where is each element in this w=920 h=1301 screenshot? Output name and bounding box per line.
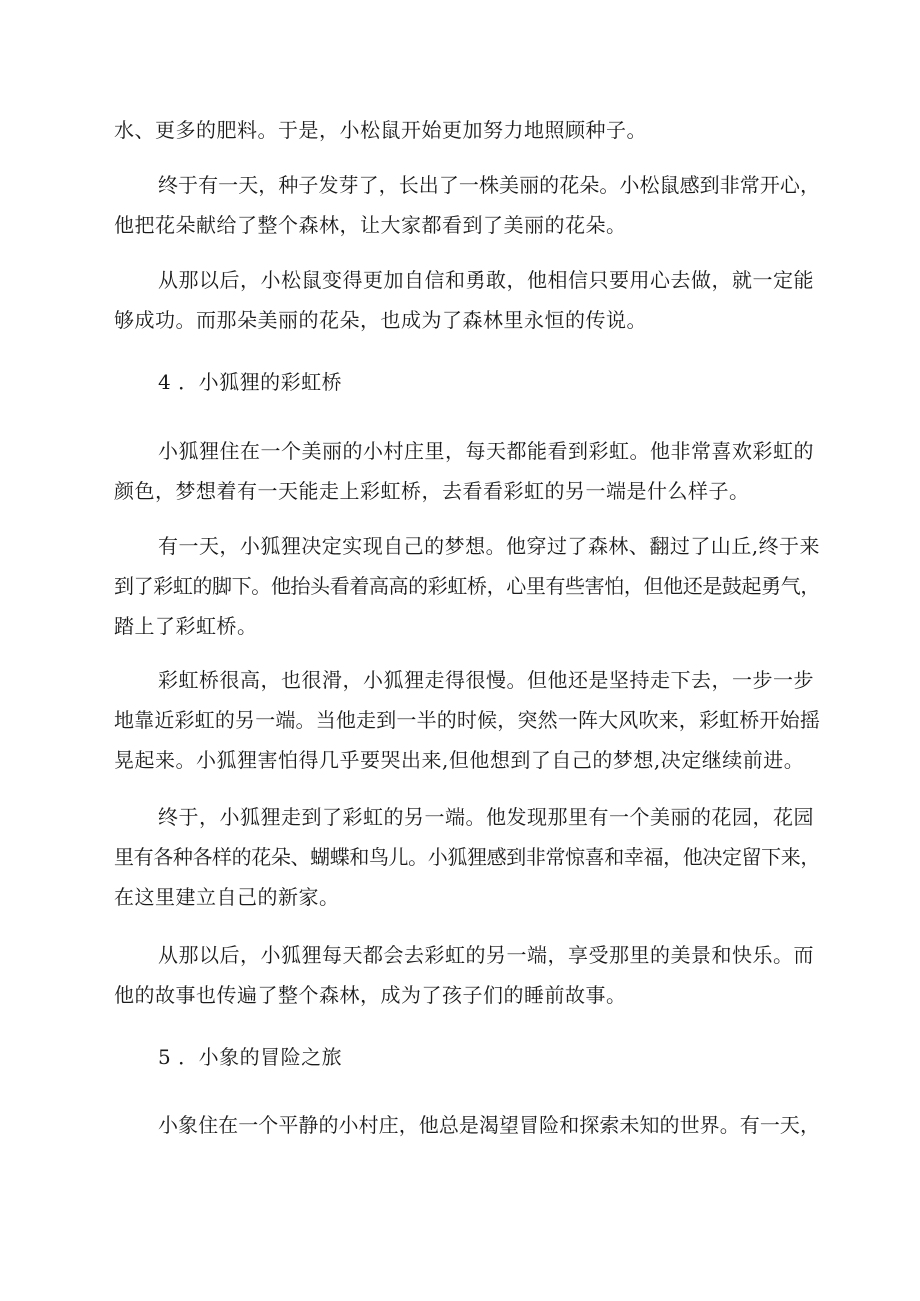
paragraph-fox-crossing xyxy=(114,660,820,780)
section-heading-fox-rainbow-bridge xyxy=(114,362,820,402)
paragraph-fox-village xyxy=(114,431,820,511)
text-line: 终于有一天，种子发芽了，长出了一株美丽的花朵。小松鼠感到非常开心， xyxy=(158,173,820,197)
text-line: 终于，小狐狸走到了彩虹的另一端。他发现那里有一个美丽的花园，花园 xyxy=(158,805,814,829)
text-line: 小象住在一个平静的小村庄，他总是渴望冒险和探索未知的世界。有一天， xyxy=(158,1113,820,1137)
text-line: 从那以后，小狐狸每天都会去彩虹的另一端，享受那里的美景和快乐。而 xyxy=(158,943,814,967)
text-line: 踏上了彩虹桥。 xyxy=(114,614,258,638)
section-heading-elephant-adventure xyxy=(114,1037,820,1077)
section-heading: 4 ．小狐狸的彩虹桥 xyxy=(158,370,343,394)
text-line: 彩虹桥很高，也很滑，小狐狸走得很慢。但他还是坚持走下去，一步一步 xyxy=(158,668,814,692)
text-line: 里有各种各样的花朵、蝴蝶和鸟儿。小狐狸感到非常惊喜和幸福，他决定留下来， xyxy=(114,845,820,869)
text-line: 到了彩虹的脚下。他抬头看着高高的彩虹桥，心里有些害怕，但他还是鼓起勇气， xyxy=(114,574,820,598)
paragraph-elephant-village xyxy=(114,1105,820,1145)
text-line: 颜色，梦想着有一天能走上彩虹桥，去看看彩虹的另一端是什么样子。 xyxy=(114,479,750,503)
section-heading: 5 ．小象的冒险之旅 xyxy=(158,1045,343,1069)
text-line: 从那以后，小松鼠变得更加自信和勇敢，他相信只要用心去做，就一定能 xyxy=(158,268,814,292)
paragraph-fox-journey xyxy=(114,526,820,646)
text-line: 他把花朵献给了整个森林，让大家都看到了美丽的花朵。 xyxy=(114,213,627,237)
paragraph-squirrel-confidence xyxy=(114,260,820,340)
text-line: 他的故事也传遍了整个森林，成为了孩子们的睡前故事。 xyxy=(114,983,627,1007)
text-line: 地靠近彩虹的另一端。当他走到一半的时候，突然一阵大风吹来，彩虹桥开始摇 xyxy=(114,708,820,732)
paragraph-fox-story xyxy=(114,935,820,1015)
text-line: 小狐狸住在一个美丽的小村庄里，每天都能看到彩虹。他非常喜欢彩虹的 xyxy=(158,439,814,463)
paragraph-fox-garden xyxy=(114,797,820,917)
text-line: 有一天，小狐狸决定实现自己的梦想。他穿过了森林、翻过了山丘,终于来 xyxy=(158,534,820,558)
text-line: 水、更多的肥料。于是，小松鼠开始更加努力地照顾种子。 xyxy=(114,118,647,142)
text-line: 在这里建立自己的新家。 xyxy=(114,885,340,909)
paragraph-continuation xyxy=(114,110,820,150)
text-line: 晃起来。小狐狸害怕得几乎要哭出来,但他想到了自己的梦想,决定继续前进。 xyxy=(114,748,805,772)
paragraph-flower-bloom xyxy=(114,165,820,245)
text-line: 够成功。而那朵美丽的花朵，也成为了森林里永恒的传说。 xyxy=(114,308,647,332)
